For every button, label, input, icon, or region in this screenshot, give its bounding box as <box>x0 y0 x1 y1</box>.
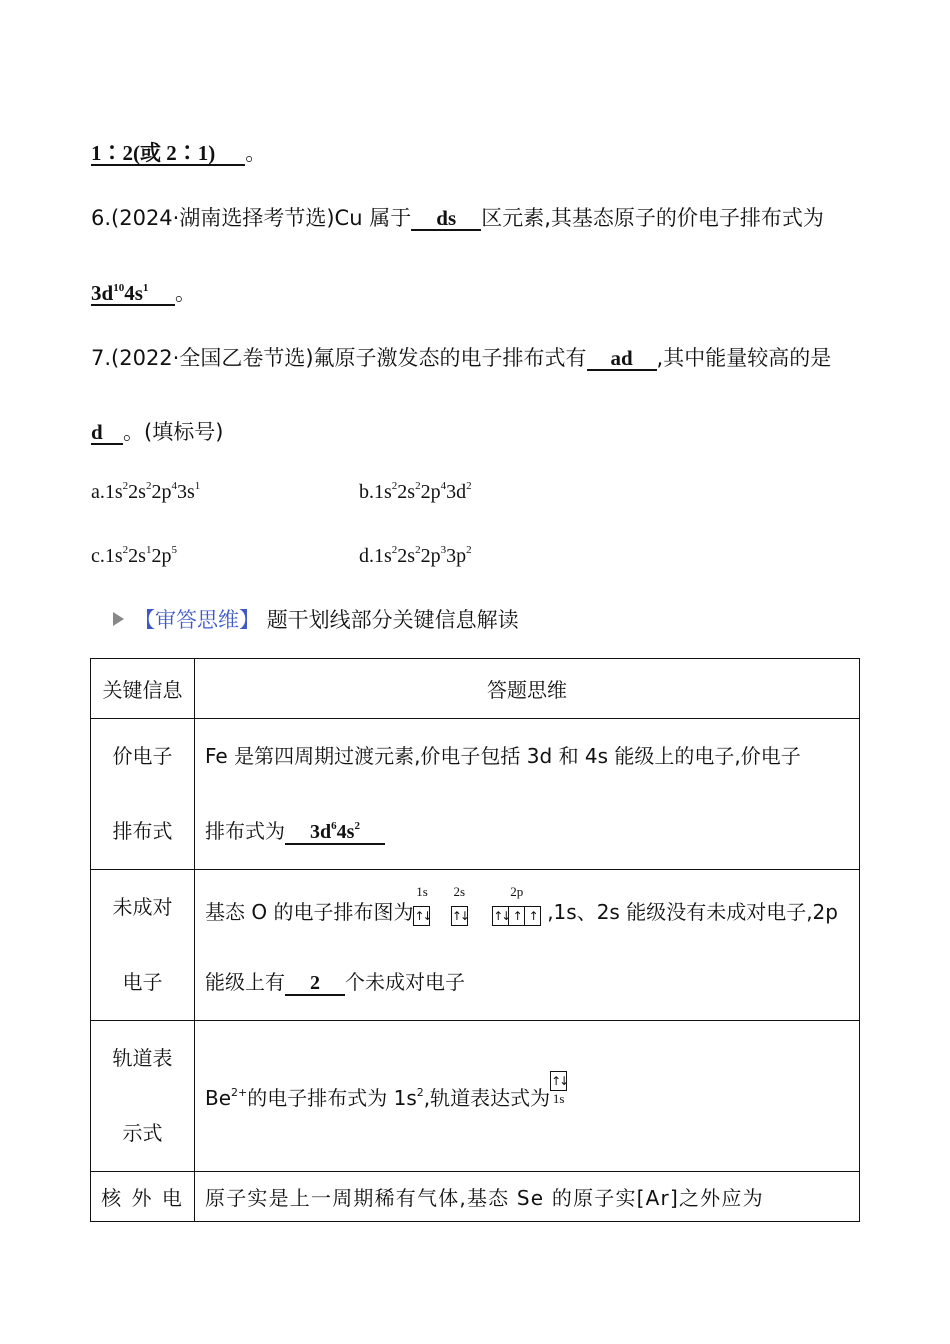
option-b: $b.1s^22s^22p^43d^2$ <box>359 480 472 503</box>
hint-text: 题干划线部分关键信息解读 <box>266 608 519 632</box>
q7-tail: 。(填标号) <box>123 420 224 444</box>
orbital-2p-diagram: 2p ↑↓ ↑ ↑ <box>492 880 541 948</box>
row1-desc: Fe 是第四周期过渡元素,价电子包括 3d 和 4s 能级上的电子,价电子 排布式为 $3d^64s^2$ <box>195 719 860 870</box>
q7-middle: ,其中能量较高的是 <box>656 346 832 370</box>
orbital-be-1s-diagram: ↑↓ 1s <box>550 1068 567 1106</box>
orbital-1s-diagram: 1s ↑↓ <box>413 880 430 948</box>
option-d: $d.1s^22s^22p^33p^2$ <box>359 544 472 567</box>
underline-tail <box>215 142 245 166</box>
triangle-icon <box>113 612 124 626</box>
question-6-line2 <box>91 277 196 307</box>
row3-key: 轨道表 示式 <box>91 1021 195 1172</box>
table-row <box>91 719 860 870</box>
q6-answer-blank-1: ds <box>411 207 481 231</box>
table-row <box>91 870 860 1021</box>
q7-answer-blank-2: d <box>91 421 123 445</box>
header-thinking: 答题思维 <box>195 659 860 719</box>
row2-key: 未成对 电子 <box>91 870 195 1021</box>
answer-line-top <box>91 137 266 167</box>
q6-middle: 区元素,其基态原子的价电子排布式为 <box>481 206 824 230</box>
question-7-line2 <box>91 416 223 446</box>
row1-answer: $3d^64s^2$ <box>285 821 385 845</box>
row2-desc: 基态 O 的电子排布图为 1s ↑↓ 2s ↑↓ 2p ↑↓ ↑ ↑ ,1s、2s 能级没有未成对电子,2p 能级上有 2 个未成对电子 <box>195 870 860 1021</box>
question-7-line1 <box>91 342 831 372</box>
q7-answer-blank-1: ad <box>587 347 657 371</box>
row1-key: 价电子 排布式 <box>91 719 195 870</box>
option-c: $c.1s^22s^12p^5$ <box>91 544 177 567</box>
period: 。 <box>245 141 267 165</box>
table-row <box>91 1172 860 1222</box>
header-key-info: 关键信息 <box>91 659 195 719</box>
question-6-line1 <box>91 202 824 232</box>
answer-ratio: 1∶2(或 2∶1) <box>91 141 216 165</box>
q6-answer-blank-2: $3d^{10}4s^1$ <box>91 282 175 306</box>
table-row <box>91 1021 860 1172</box>
row4-desc: 原子实是上一周期稀有气体,基态 Se 的原子实[Ar]之外应为 <box>195 1172 860 1222</box>
option-a: $a.1s^22s^22p^43s^1$ <box>91 480 201 503</box>
table-header-row <box>91 659 860 719</box>
orbital-2s-diagram: 2s ↑↓ <box>451 880 468 948</box>
q6-tail: 。 <box>175 281 196 305</box>
q7-prefix: 7.(2022·全国乙卷节选)氟原子激发态的电子排布式有 <box>91 346 587 370</box>
row3-desc: $Be^{2+}$的电子排布式为 $1s^2$,轨道表达式为↑↓ 1s <box>195 1021 860 1172</box>
hint-bracket-label: 【审答思维】 <box>134 608 260 632</box>
analysis-table <box>90 658 860 1222</box>
row4-key: 核 外 电 <box>91 1172 195 1222</box>
q6-prefix: 6.(2024·湖南选择考节选)Cu 属于 <box>91 206 412 230</box>
hint-heading <box>113 604 519 634</box>
row2-answer: 2 <box>285 972 345 996</box>
